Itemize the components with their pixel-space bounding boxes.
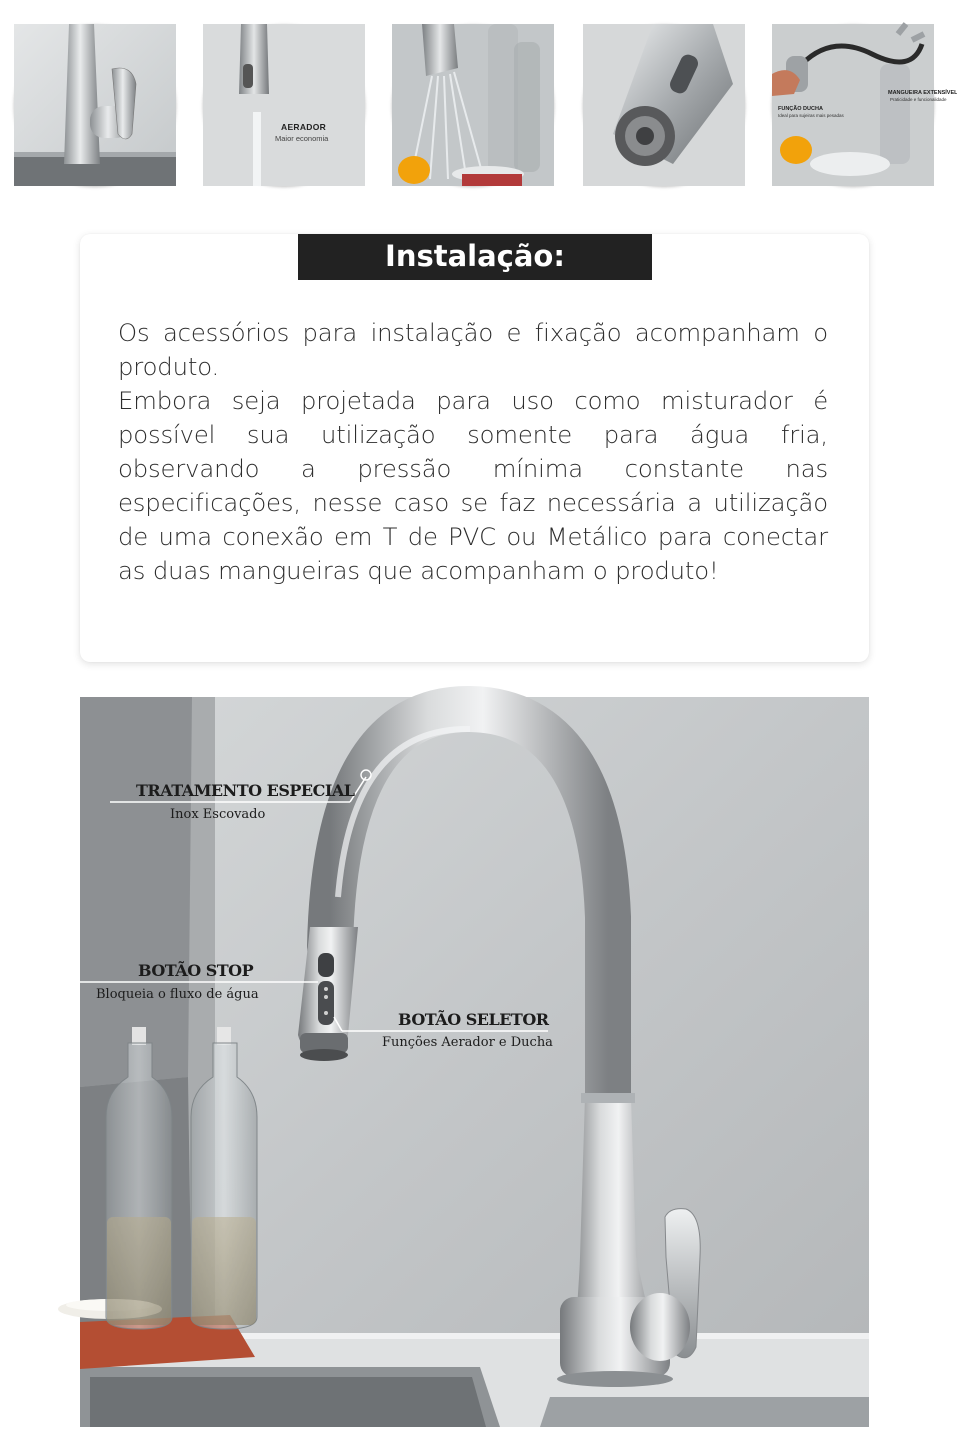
- thumb-spray-head: [583, 24, 745, 186]
- callout-special-treatment-subtitle: Inox Escovado: [170, 807, 266, 822]
- installation-paragraph-2: Embora seja projetada para uso como misturador é possível sua utilização somente para água fria, observando a pressão mínima constante nas especificações, nesse caso se faz necessária a utilização de uma conexão em T de PVC ou Metálico para conectar as duas mangueiras que acompanham o produto!: [118, 386, 828, 585]
- installation-heading: Instalação:: [298, 234, 652, 280]
- callout-stop-button-subtitle: Bloqueia o fluxo de água: [96, 987, 259, 1002]
- hose-caption-left-sub: Ideal para sujeiras mais pesadas: [778, 113, 844, 118]
- hose-caption-right-sub: Praticidade e funcionalidade: [890, 97, 947, 102]
- hose-caption-right-title: MANGUEIRA EXTENSÍVEL: [888, 90, 957, 96]
- callout-stop-button-title: BOTÃO STOP: [138, 961, 254, 980]
- installation-text: [118, 316, 828, 588]
- installation-card: [80, 234, 869, 662]
- thumb-aerator: [203, 24, 365, 186]
- thumb-faucet-lever: [14, 24, 176, 186]
- aerator-caption-sub: Maior economia: [275, 134, 329, 143]
- callout-selector-button-subtitle: Funções Aerador e Ducha: [382, 1035, 553, 1050]
- hose-caption-left-title: FUNÇÃO DUCHA: [778, 106, 823, 112]
- product-photo: [80, 697, 869, 1427]
- callout-selector-button-title: BOTÃO SELETOR: [398, 1010, 549, 1029]
- thumb-extended-hose: [772, 24, 957, 186]
- installation-paragraph-1: Os acessórios para instalação e fixação acompanham o produto.: [118, 318, 828, 381]
- aerator-caption-title: AERADOR: [281, 122, 327, 132]
- callout-special-treatment-title: TRATAMENTO ESPECIAL: [136, 781, 355, 800]
- thumb-shower-spray: [392, 24, 554, 186]
- feature-thumbnails: [0, 0, 957, 200]
